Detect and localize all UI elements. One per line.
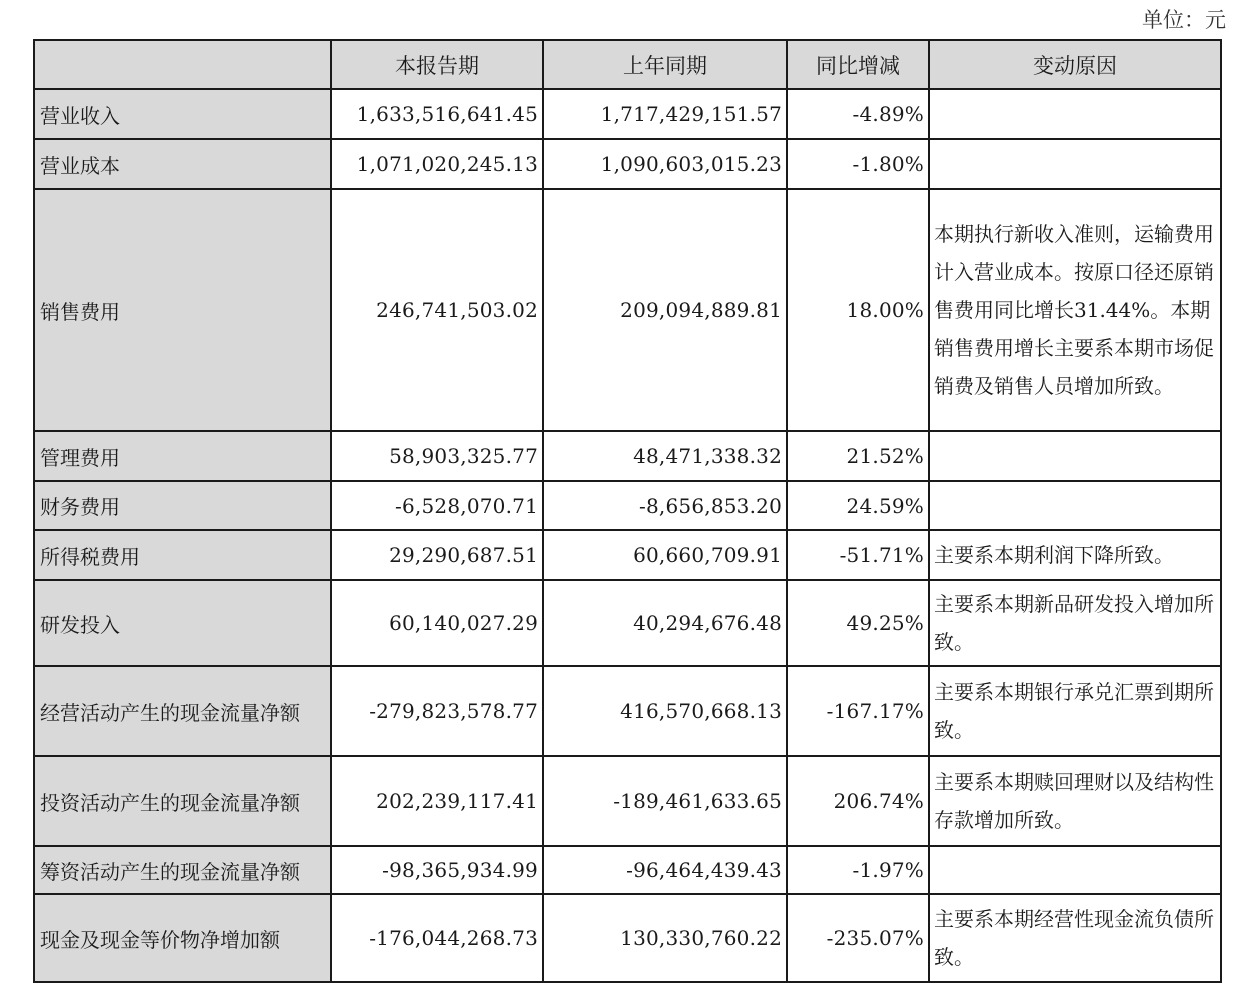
row-label: 所得税费用: [34, 530, 331, 580]
table-row: [34, 894, 1221, 982]
row-label: 销售费用: [34, 189, 331, 431]
previous-value: 40,294,676.48: [543, 580, 787, 666]
header-yoy-change: 同比增减: [787, 40, 929, 89]
row-label: 管理费用: [34, 431, 331, 481]
current-value: 202,239,117.41: [331, 756, 543, 846]
table-row: [34, 756, 1221, 846]
change-value: -1.97%: [787, 846, 929, 894]
table-row: [34, 139, 1221, 189]
reason-text: [929, 139, 1221, 189]
table-row: [34, 666, 1221, 756]
change-value: 24.59%: [787, 481, 929, 530]
header-row: [34, 40, 1221, 89]
current-value: 1,071,020,245.13: [331, 139, 543, 189]
reason-text: [929, 481, 1221, 530]
reason-text: [929, 846, 1221, 894]
change-value: -167.17%: [787, 666, 929, 756]
previous-value: -96,464,439.43: [543, 846, 787, 894]
current-value: 246,741,503.02: [331, 189, 543, 431]
previous-value: 1,090,603,015.23: [543, 139, 787, 189]
previous-value: 60,660,709.91: [543, 530, 787, 580]
previous-value: 130,330,760.22: [543, 894, 787, 982]
reason-text: 本期执行新收入准则，运输费用计入营业成本。按原口径还原销售费用同比增长31.44%。本期销售费用增长主要系本期市场促销费及销售人员增加所致。: [929, 189, 1221, 431]
change-value: 206.74%: [787, 756, 929, 846]
reason-text: 主要系本期利润下降所致。: [929, 530, 1221, 580]
row-label: 筹资活动产生的现金流量净额: [34, 846, 331, 894]
table-row: [34, 530, 1221, 580]
change-value: 18.00%: [787, 189, 929, 431]
table-row: [34, 431, 1221, 481]
table-row: [34, 846, 1221, 894]
current-value: -6,528,070.71: [331, 481, 543, 530]
previous-value: 209,094,889.81: [543, 189, 787, 431]
row-label: 现金及现金等价物净增加额: [34, 894, 331, 982]
row-label: 营业成本: [34, 139, 331, 189]
row-label: 经营活动产生的现金流量净额: [34, 666, 331, 756]
change-value: -1.80%: [787, 139, 929, 189]
current-value: -279,823,578.77: [331, 666, 543, 756]
row-label: 营业收入: [34, 89, 331, 139]
change-value: 21.52%: [787, 431, 929, 481]
unit-label: 单位：元: [1142, 8, 1226, 32]
reason-text: 主要系本期经营性现金流负债所致。: [929, 894, 1221, 982]
row-label: 投资活动产生的现金流量净额: [34, 756, 331, 846]
current-value: 60,140,027.29: [331, 580, 543, 666]
header-item: [34, 40, 331, 89]
row-label: 财务费用: [34, 481, 331, 530]
financial-table: [33, 39, 1222, 983]
previous-value: 48,471,338.32: [543, 431, 787, 481]
change-value: 49.25%: [787, 580, 929, 666]
row-label: 研发投入: [34, 580, 331, 666]
previous-value: 1,717,429,151.57: [543, 89, 787, 139]
current-value: 1,633,516,641.45: [331, 89, 543, 139]
reason-text: [929, 431, 1221, 481]
header-current-period: 本报告期: [331, 40, 543, 89]
current-value: -176,044,268.73: [331, 894, 543, 982]
reason-text: 主要系本期赎回理财以及结构性存款增加所致。: [929, 756, 1221, 846]
current-value: 58,903,325.77: [331, 431, 543, 481]
table-row: [34, 481, 1221, 530]
reason-text: 主要系本期新品研发投入增加所致。: [929, 580, 1221, 666]
change-value: -4.89%: [787, 89, 929, 139]
reason-text: 主要系本期银行承兑汇票到期所致。: [929, 666, 1221, 756]
previous-value: -8,656,853.20: [543, 481, 787, 530]
previous-value: -189,461,633.65: [543, 756, 787, 846]
current-value: -98,365,934.99: [331, 846, 543, 894]
current-value: 29,290,687.51: [331, 530, 543, 580]
change-value: -235.07%: [787, 894, 929, 982]
table-row: [34, 89, 1221, 139]
previous-value: 416,570,668.13: [543, 666, 787, 756]
header-previous-period: 上年同期: [543, 40, 787, 89]
header-reason: 变动原因: [929, 40, 1221, 89]
table-row: [34, 189, 1221, 431]
table-row: [34, 580, 1221, 666]
change-value: -51.71%: [787, 530, 929, 580]
reason-text: [929, 89, 1221, 139]
